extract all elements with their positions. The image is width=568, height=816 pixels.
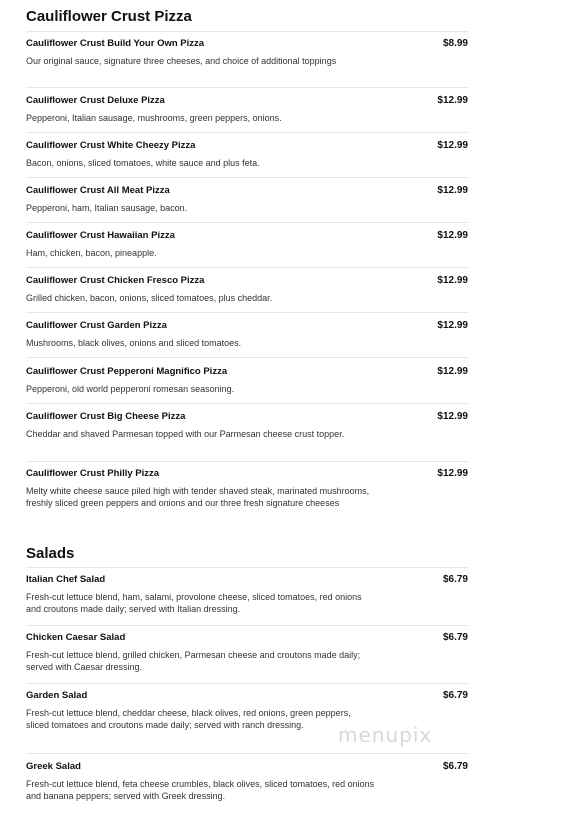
section-title-salads: Salads (26, 545, 75, 562)
item-name: Chicken Caesar Salad (26, 632, 126, 643)
item-name: Cauliflower Crust Deluxe Pizza (26, 95, 165, 106)
menu-item (26, 185, 468, 214)
item-description: Melty white cheese sauce piled high with tender shaved steak, marinated mushrooms, freshly sliced green peppers and onions and our three fresh signature cheeses (26, 486, 370, 508)
item-name: Cauliflower Crust Garden Pizza (26, 320, 167, 331)
item-name: Cauliflower Crust Build Your Own Pizza (26, 38, 205, 49)
item-price: $12.99 (437, 366, 468, 377)
divider (26, 753, 468, 754)
item-description: Fresh-cut lettuce blend, cheddar cheese, black olives, red onions, green peppers, sliced tomatoes and croutons made daily; served with ranch dressing. (26, 708, 351, 730)
item-name: Cauliflower Crust Philly Pizza (26, 468, 160, 479)
divider (26, 461, 468, 462)
item-price: $12.99 (437, 140, 468, 151)
item-price: $6.79 (442, 690, 468, 701)
menu-item (26, 140, 468, 169)
item-description: Fresh-cut lettuce blend, grilled chicken, Parmesan cheese and croutons made daily; served with Caesar dressing. (26, 650, 361, 672)
item-name: Garden Salad (26, 690, 88, 701)
menu-item (26, 230, 468, 259)
divider (26, 683, 468, 684)
watermark-logo: menupix (338, 723, 433, 747)
item-price: $12.99 (437, 275, 468, 286)
item-name: Cauliflower Crust Pepperoni Magnifico Pizza (26, 366, 228, 377)
divider (26, 87, 468, 88)
item-description: Pepperoni, ham, Italian sausage, bacon. (26, 203, 188, 213)
item-price: $12.99 (437, 320, 468, 331)
divider (26, 267, 468, 268)
item-description: Pepperoni, Italian sausage, mushrooms, green peppers, onions. (26, 113, 282, 123)
item-name: Cauliflower Crust All Meat Pizza (26, 185, 170, 196)
divider (26, 177, 468, 178)
item-description: Ham, chicken, bacon, pineapple. (26, 248, 157, 258)
menu-item (26, 38, 468, 67)
menu-item (26, 411, 468, 440)
item-name: Italian Chef Salad (26, 574, 106, 585)
menu-item (26, 574, 468, 615)
divider (26, 132, 468, 133)
item-description: Pepperoni, old world pepperoni romesan seasoning. (26, 384, 235, 394)
item-name: Cauliflower Crust Chicken Fresco Pizza (26, 275, 205, 286)
item-price: $12.99 (437, 95, 468, 106)
item-price: $12.99 (437, 468, 468, 479)
menu-item (26, 320, 468, 349)
item-description: Grilled chicken, bacon, onions, sliced tomatoes, plus cheddar. (26, 293, 273, 303)
item-description: Bacon, onions, sliced tomatoes, white sauce and plus feta. (26, 158, 260, 168)
divider (26, 357, 468, 358)
divider (26, 403, 468, 404)
item-price: $12.99 (437, 230, 468, 241)
item-name: Cauliflower Crust White Cheezy Pizza (26, 140, 196, 151)
divider (26, 312, 468, 313)
item-description: Fresh-cut lettuce blend, feta cheese crumbles, black olives, sliced tomatoes, red onions and banana peppers; served with Greek dressing. (26, 779, 375, 801)
menu-item (26, 275, 468, 304)
menu-item (26, 632, 468, 673)
item-name: Cauliflower Crust Big Cheese Pizza (26, 411, 186, 422)
divider (26, 31, 468, 32)
item-name: Greek Salad (26, 761, 81, 772)
divider (26, 222, 468, 223)
menu-item (26, 366, 468, 395)
menu-item (26, 761, 468, 802)
item-description: Fresh-cut lettuce blend, ham, salami, provolone cheese, sliced tomatoes, red onions and croutons made daily; served with Italian dressing. (26, 592, 362, 614)
item-price: $8.99 (442, 38, 468, 49)
item-price: $6.79 (442, 632, 468, 643)
item-price: $12.99 (437, 411, 468, 422)
item-price: $6.79 (442, 761, 468, 772)
menu-item (26, 95, 468, 124)
item-price: $6.79 (442, 574, 468, 585)
item-description: Cheddar and shaved Parmesan topped with our Parmesan cheese crust topper. (26, 429, 345, 439)
item-price: $12.99 (437, 185, 468, 196)
item-description: Mushrooms, black olives, onions and sliced tomatoes. (26, 338, 242, 348)
divider (26, 567, 468, 568)
section-title-pizza: Cauliflower Crust Pizza (26, 8, 192, 25)
item-description: Our original sauce, signature three cheeses, and choice of additional toppings (26, 56, 337, 66)
item-name: Cauliflower Crust Hawaiian Pizza (26, 230, 175, 241)
menu-item (26, 468, 468, 509)
divider (26, 625, 468, 626)
